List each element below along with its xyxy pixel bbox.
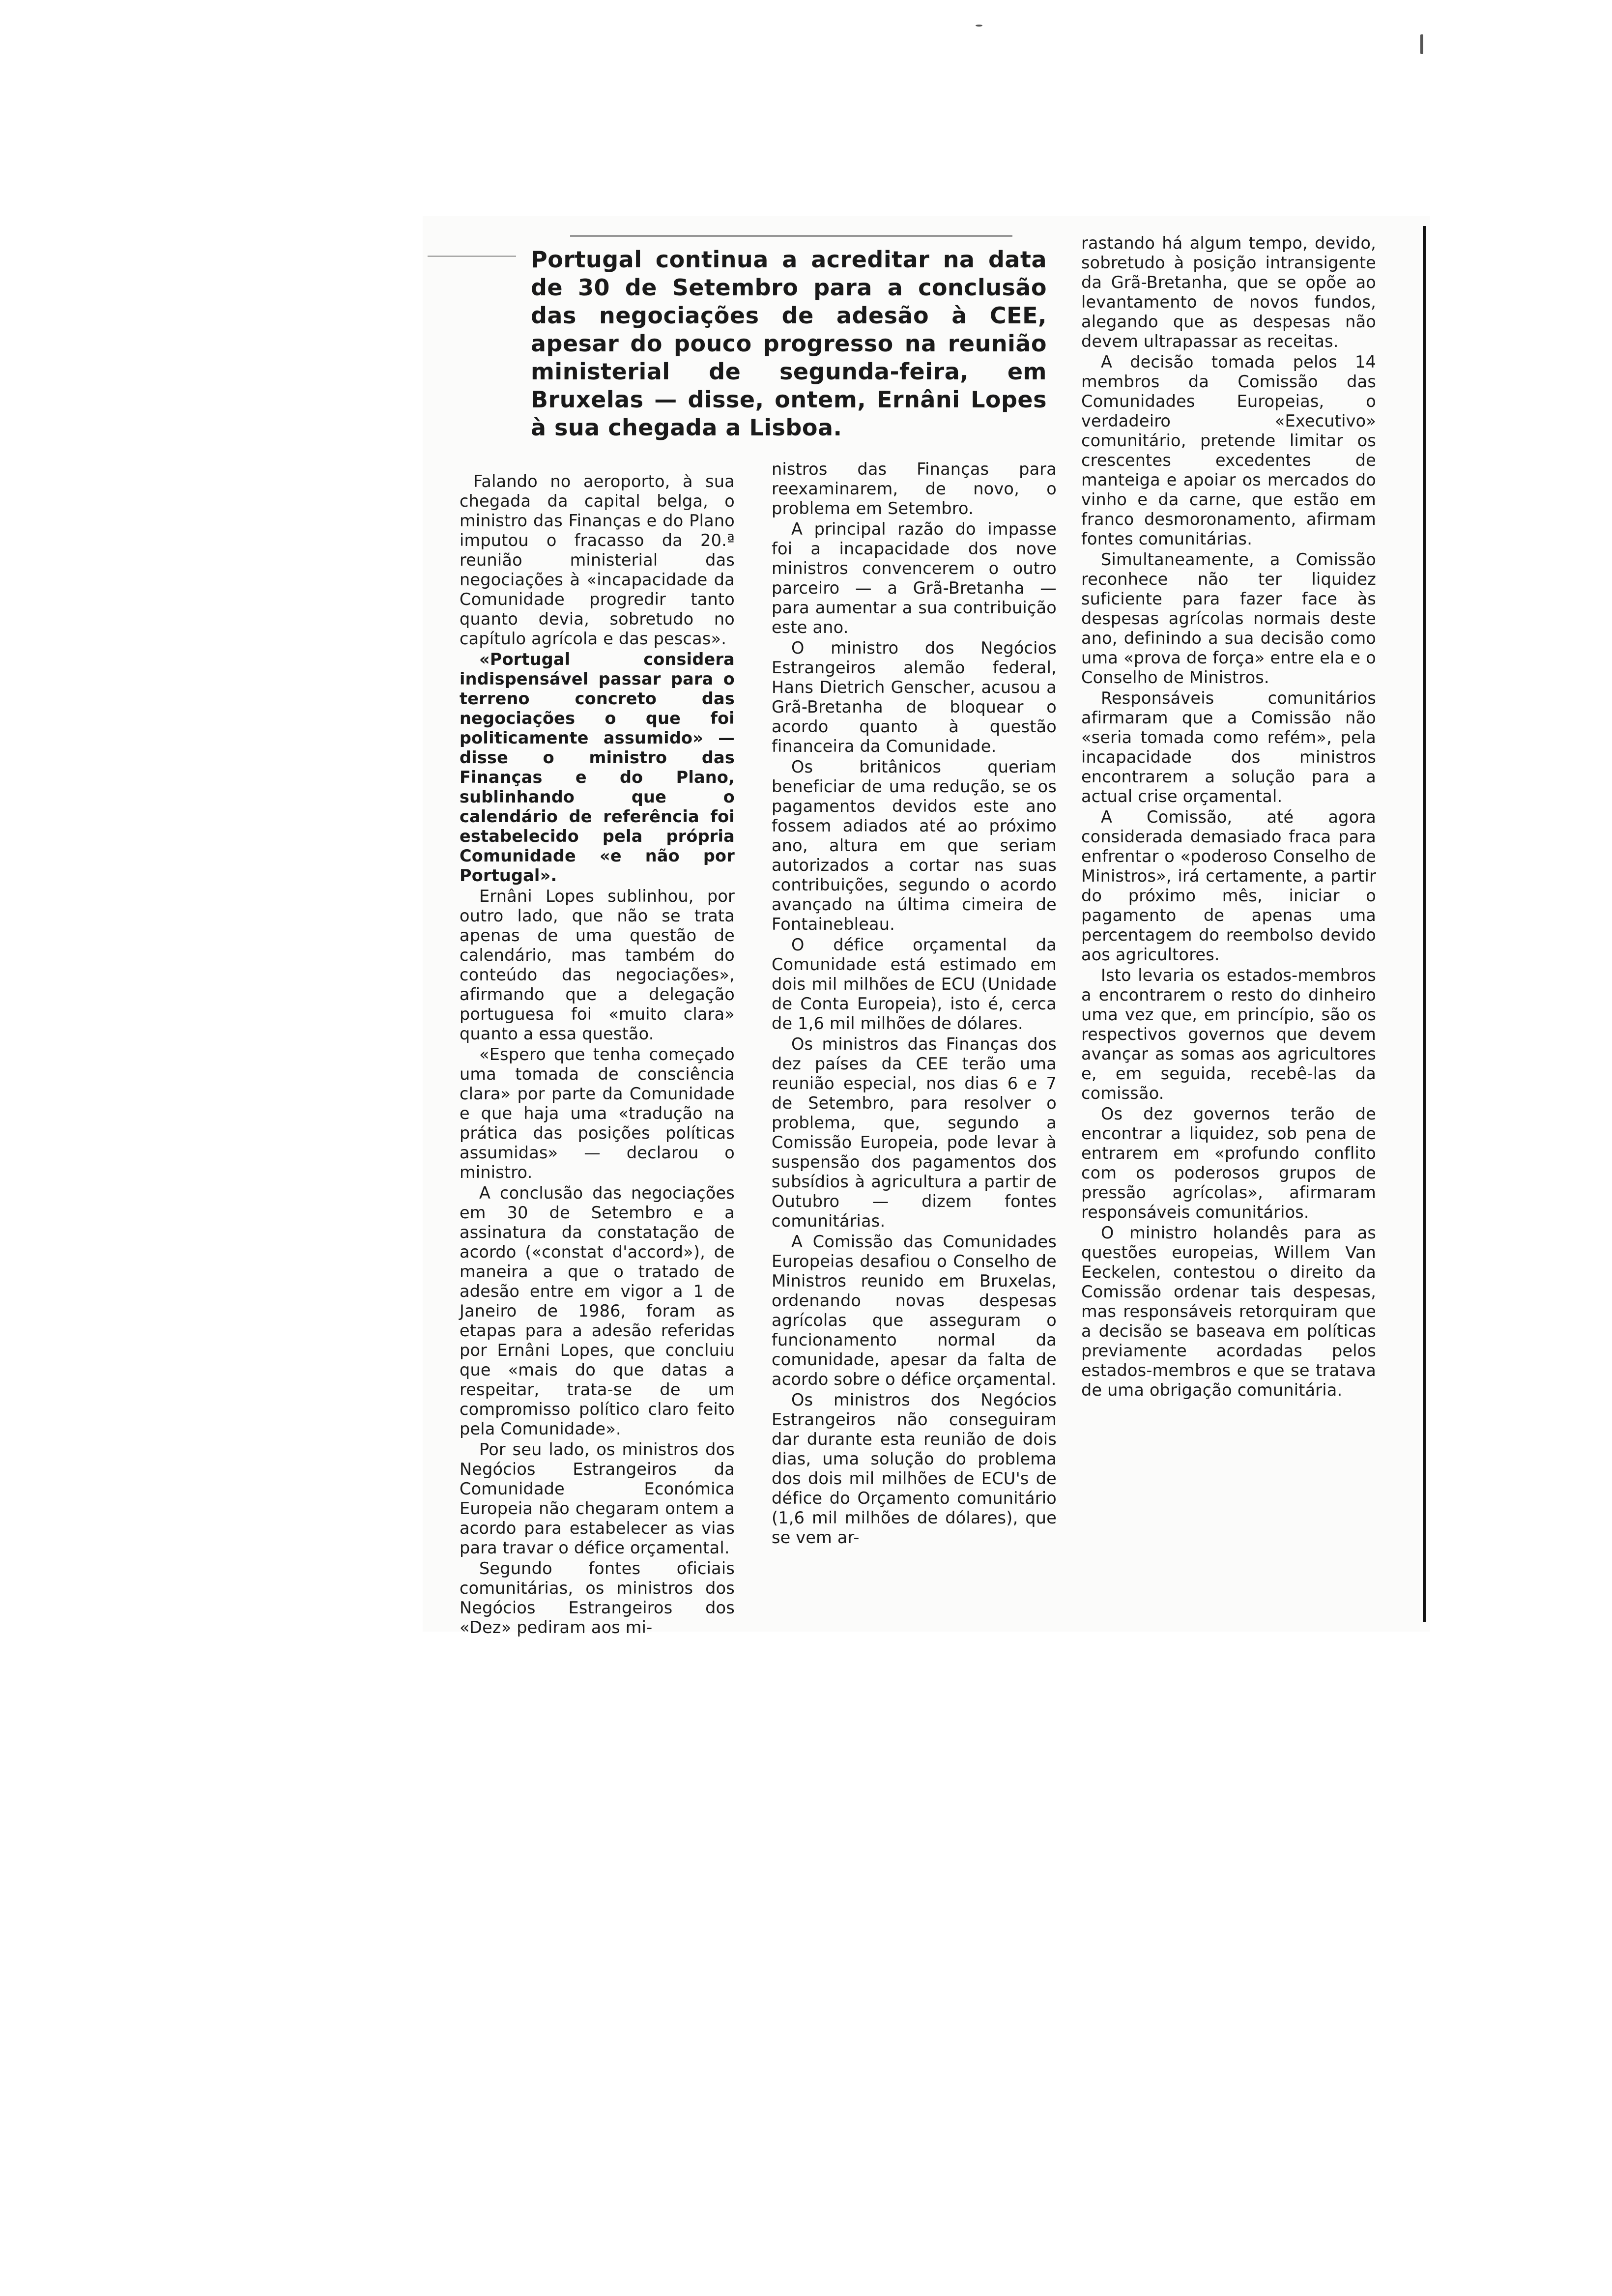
paragraph: Os ministros das Finanças dos dez países da CEE terão uma reunião especial, nos dias 6 e 7 de Setembro, para resolver o problema, que, segundo a Comissão Europeia, pode levar à suspensão dos pagamentos dos subsídios à agricultura a partir de Outubro — dizem fontes comunitárias. — [772, 1034, 1057, 1231]
article-column-1 — [460, 472, 735, 1638]
paragraph: Segundo fontes oficiais comunitárias, os ministros dos Negócios Estrangeiros dos «Dez» pediram aos mi- — [460, 1559, 735, 1637]
paragraph: O ministro dos Negócios Estrangeiros alemão federal, Hans Dietrich Genscher, acusou a Grã-Bretanha de bloquear o acordo quanto à questão financeira da Comunidade. — [772, 638, 1057, 756]
scan-artifact-speck — [1420, 34, 1423, 54]
paragraph: O défice orçamental da Comunidade está estimado em dois mil milhões de ECU (Unidade de Conta Europeia), isto é, cerca de 1,6 mil milhões de dólares. — [772, 935, 1057, 1033]
paragraph: A Comissão das Comunidades Europeias desafiou o Conselho de Ministros reunido em Bruxelas, ordenando novas despesas agrícolas que asseguram o funcionamento normal da comunidade, apesar da falta de acordo sobre o défice orçamental. — [772, 1232, 1057, 1389]
scan-artifact-dash — [570, 235, 1012, 237]
paragraph: A decisão tomada pelos 14 membros da Comissão das Comunidades Europeias, o verdadeiro «Executivo» comunitário, pretende limitar os crescentes excedentes de manteiga e apoiar os mercados do vinho e da carne, que estão em franco desmoronamento, afirmam fontes comunitárias. — [1081, 352, 1376, 548]
article-column-3 — [1081, 233, 1376, 1401]
paragraph: Responsáveis comunitários afirmaram que a Comissão não «seria tomada como refém», pela incapacidade dos ministros encontrarem a solução para a actual crise orçamental. — [1081, 689, 1376, 806]
paragraph: A conclusão das negociações em 30 de Setembro e a assinatura da constatação de acordo («constat d'accord»), de maneira a que o tratado de adesão entre em vigor a 1 de Janeiro de 1986, foram as etapas para a adesão referidas por Ernâni Lopes, que concluiu que «mais do que datas a respeitar, trata-se de um compromisso político claro feito pela Comunidade». — [460, 1183, 735, 1438]
paragraph: rastando há algum tempo, devido, sobretudo à posição intransigente da Grã-Bretanha, que se opõe ao levantamento de novos fundos, alegando que as despesas não devem ultrapassar as receitas. — [1081, 233, 1376, 351]
paragraph: O ministro holandês para as questões europeias, Willem Van Eeckelen, contestou o direito da Comissão ordenar tais despesas, mas responsáveis retorquiram que a decisão se baseava em políticas previamente acordadas pelos estados-membros e que se tratava de uma obrigação comunitária. — [1081, 1223, 1376, 1400]
scan-artifact-dash — [428, 256, 516, 257]
paragraph: Os dez governos terão de encontrar a liquidez, sob pena de entrarem em «profundo conflito com os poderosos grupos de pressão agrícolas», afirmaram responsáveis comunitários. — [1081, 1104, 1376, 1222]
paragraph: Falando no aeroporto, à sua chegada da capital belga, o ministro das Finanças e do Plano imputou o fracasso da 20.ª reunião ministerial das negociações à «incapacidade da Comunidade progredir tanto quanto devia, sobretudo no capítulo agrícola e das pescas». — [460, 472, 735, 648]
paragraph: Os ministros dos Negócios Estrangeiros não conseguiram dar durante esta reunião de dois dias, uma solução do problema dos dois mil milhões de ECU's de défice do Orçamento comunitário (1,6 mil milhões de dólares), que se vem ar- — [772, 1390, 1057, 1547]
paragraph: Os britânicos queriam beneficiar de uma redução, se os pagamentos devidos este ano fossem adiados até ao próximo ano, altura em que seriam autorizados a cortar nas suas contribuições, segundo o acordo avançado na última cimeira de Fontainebleau. — [772, 757, 1057, 934]
paragraph: «Espero que tenha começado uma tomada de consciência clara» por parte da Comunidade e que haja uma «tradução na prática das posições políticas assumidas» — declarou o ministro. — [460, 1045, 735, 1182]
paragraph: nistros das Finanças para reexaminarem, de novo, o problema em Setembro. — [772, 459, 1057, 518]
paragraph: Isto levaria os estados-membros a encontrarem o resto do dinheiro uma vez que, em princípio, são os respectivos governos que devem avançar as somas aos agricultores e, em seguida, recebê-las da comissão. — [1081, 966, 1376, 1103]
paragraph: Simultaneamente, a Comissão reconhece não ter liquidez suficiente para fazer face às despesas agrícolas normais deste ano, definindo a sua decisão como uma «prova de força» entre ela e o Conselho de Ministros. — [1081, 550, 1376, 687]
paragraph: Por seu lado, os ministros dos Negócios Estrangeiros da Comunidade Económica Europeia não chegaram ontem a acordo para estabelecer as vias para travar o défice orçamental. — [460, 1440, 735, 1557]
column-rule — [1423, 226, 1426, 1622]
paragraph: «Portugal considera indispensável passar para o terreno concreto das negociações o que foi politicamente assumido» — disse o ministro das Finanças e do Plano, sublinhando que o calendário de referência foi estabelecido pela própria Comunidade «e não por Portugal». — [460, 650, 735, 885]
scan-artifact-speck — [976, 25, 982, 27]
article-lead: Portugal continua a acreditar na data de 30 de Setembro para a conclusão das negociações de adesão à CEE, apesar do pouco progresso na reunião ministerial de segunda-feira, em Bruxelas — disse, ontem, Ernâni Lopes à sua chegada a Lisboa. — [531, 246, 1047, 441]
paragraph: Ernâni Lopes sublinhou, por outro lado, que não se trata apenas de uma questão de calendário, mas também do conteúdo das negociações», afirmando que a delegação portuguesa foi «muito clara» quanto a essa questão. — [460, 887, 735, 1043]
article-column-2 — [772, 459, 1057, 1549]
paragraph: A Comissão, até agora considerada demasiado fraca para enfrentar o «poderoso Conselho de Ministros», irá certamente, a partir do próximo mês, iniciar o pagamento de apenas uma percentagem do reembolso devido aos agricultores. — [1081, 807, 1376, 964]
paragraph: A principal razão do impasse foi a incapacidade dos nove ministros convencerem o outro parceiro — a Grã-Bretanha — para aumentar a sua contribuição este ano. — [772, 519, 1057, 637]
